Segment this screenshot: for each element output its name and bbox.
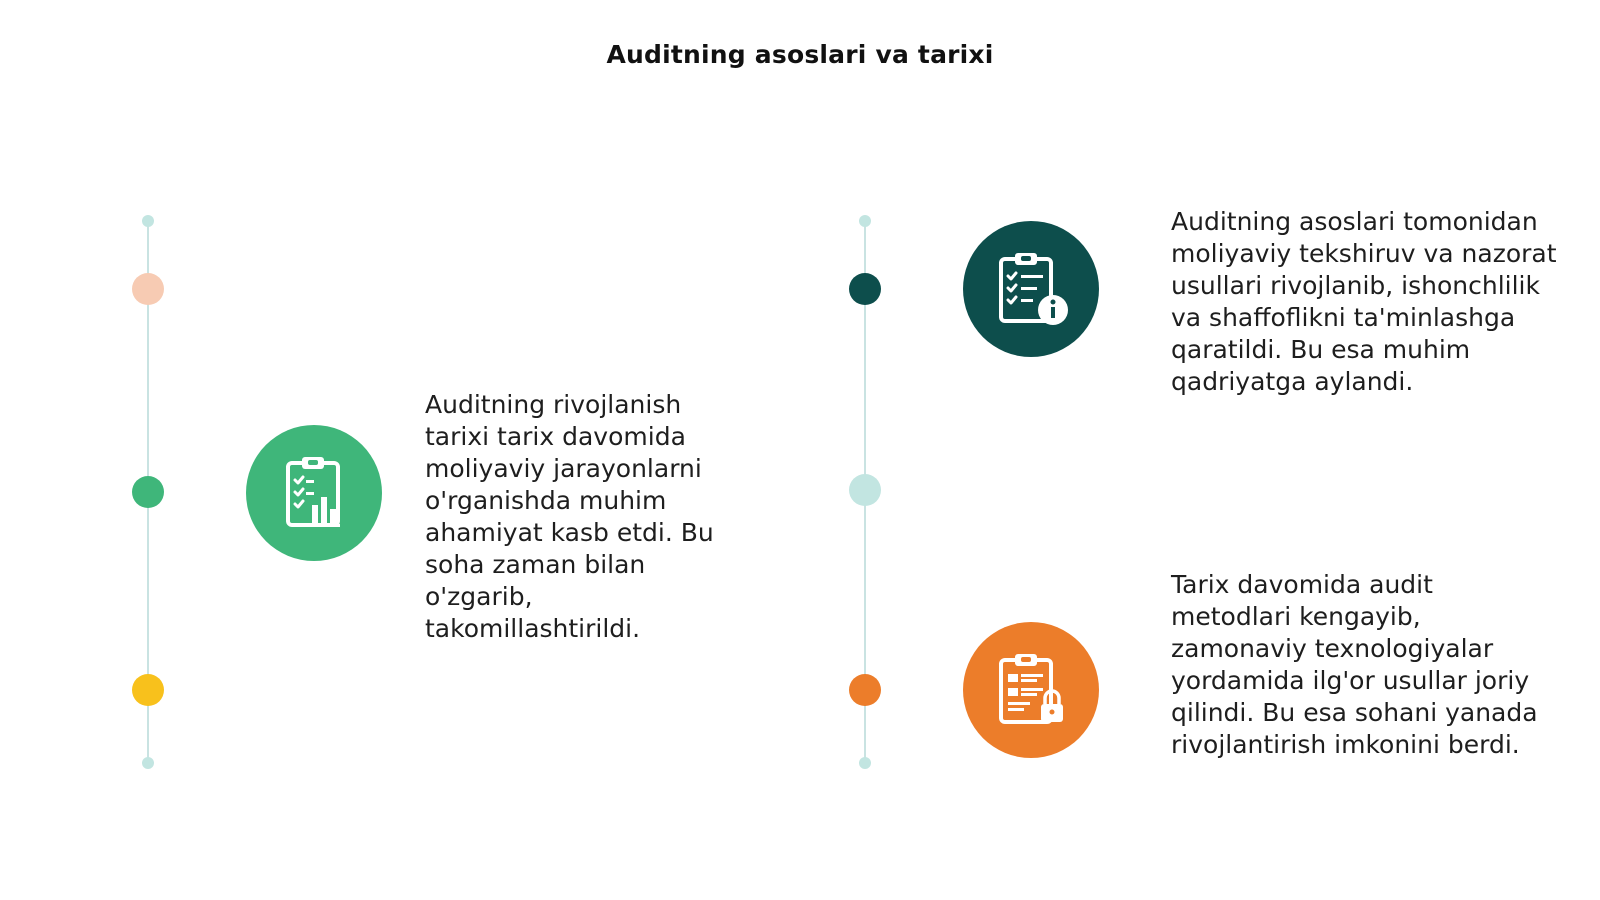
timeline-left-dot-yellow xyxy=(132,674,164,706)
timeline-right-end-dot-top xyxy=(859,215,871,227)
clipboard-info-icon xyxy=(963,221,1099,357)
timeline-right-dot-teal-dark xyxy=(849,273,881,305)
timeline-left-end-dot-bottom xyxy=(142,757,154,769)
timeline-right-end-dot-bottom xyxy=(859,757,871,769)
timeline-right-dot-orange xyxy=(849,674,881,706)
timeline-right-dot-teal-light xyxy=(849,474,881,506)
left-description: Auditning rivojlanish tarixi tarix davomida moliyaviy jarayonlarni o'rganishda muhim ahamiyat kasb etdi. Bu soha zaman bilan o'zgarib, takomillashtirildi. xyxy=(425,390,714,643)
right-bottom-description: Tarix davomida audit metodlari kengayib, zamonaviy texnologiyalar yordamida ilg'or usullar joriy qilindi. Bu esa sohani yanada rivojlantirish imkonini berdi. xyxy=(1171,570,1538,759)
right-top-description: Auditning asoslari tomonidan moliyaviy tekshiruv va nazorat usullari rivojlanib, ishonchlilik va shaffoflikni ta'minlashga qaratildi. Bu esa muhim qadriyatga aylandi. xyxy=(1171,207,1557,396)
timeline-left-dot-peach xyxy=(132,273,164,305)
timeline-left-end-dot-top xyxy=(142,215,154,227)
clipboard-chart-icon xyxy=(246,425,382,561)
clipboard-lock-icon xyxy=(963,622,1099,758)
page-title: Auditning asoslari va tarixi xyxy=(606,40,994,69)
timeline-left-dot-green xyxy=(132,476,164,508)
